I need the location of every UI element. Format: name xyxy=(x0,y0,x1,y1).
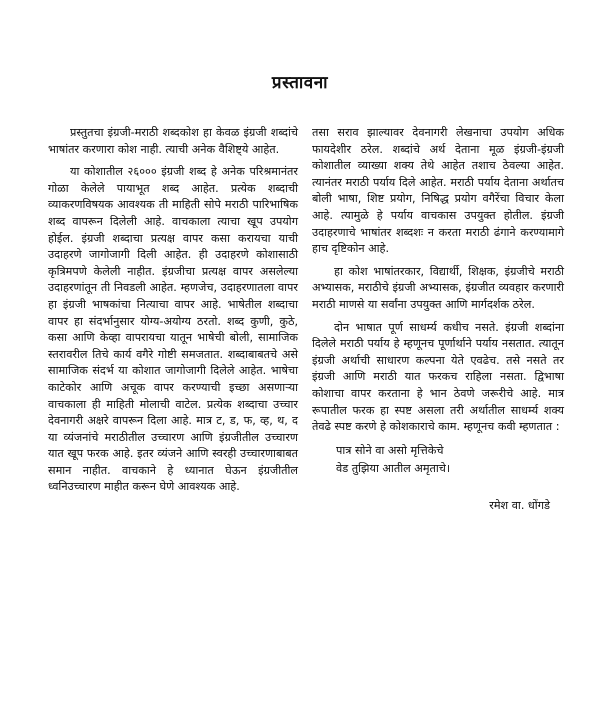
author-signature: रमेश वा. धोंगडे xyxy=(489,498,550,512)
verse xyxy=(336,442,564,478)
verse-line: पात्र सोने वा असो मृत्तिकेचे xyxy=(336,443,444,457)
verse-line: वेड तुझिया आतील अमृताचे। xyxy=(336,461,451,475)
paragraph: या कोशातील २६००० इंग्रजी शब्द हे अनेक परिश्रमानंतर गोळा केलेले पायाभूत शब्द आहेत. प्रत्येक शब्दाची व्याकरणविषयक आवश्यक ती माहिती सोपे मराठी पारिभाषिक शब्द वापरून दिलेली आहे. वाचकाला त्याचा खूप उपयोग होईल. इंग्रजी शब्दाचा प्रत्यक्ष वापर कसा करायचा याची उदाहरणे जागोजागी दिली आहेत. ही उदाहरणे कोशासाठी कृत्रिमपणे केलेली नाहीत. इंग्रजीचा प्रत्यक्ष वापर असलेल्या उदाहरणांतून ती निवडली आहेत. म्हणजेच, उदाहरणातला वापर हा इंग्रजी भाषकांचा नित्याचा वापर आहे. भाषेतील शब्दाचा वापर हा संदर्भानुसार योग्य-अयोग्य ठरतो. शब्द कुणी, कुठे, कसा आणि केव्हा वापरायचा यातून भाषेची बोली, सामाजिक स्तरावरील तिचे कार्य वगैरे गोष्टी समजतात. शब्दाबाबतचे असे सामाजिक संदर्भ या कोशात जागोजागी दिलेले आहेत. भाषेचा काटेकोर आणि अचूक वापर करण्याची इच्छा असणाऱ्या वाचकाला ही माहिती मोलाची वाटेल. प्रत्येक शब्दाचा उच्चार देवनागरी अक्षरे वापरून दिला आहे. मात्र ट, ड, फ, व्ह, थ, द या व्यंजनांचे मराठीतील उच्चारण आणि इंग्रजीतील उच्चारण यात खूप फरक आहे. इतर व्यंजने आणि स्वरही उच्चारणाबाबत समान नाहीत. वाचकाने हे ध्यानात घेऊन इंग्रजीतील ध्वनिउच्चारण माहीत करून घेणे आवश्यक आहे. xyxy=(48,165,298,494)
page-title: प्रस्तावना xyxy=(271,73,329,93)
paragraph: तसा सराव झाल्यावर देवनागरी लेखनाचा उपयोग अधिक फायदेशीर ठरेल. शब्दांचे अर्थ देताना मूळ इंग्रजी-इंग्रजी कोशातील व्याख्या शक्य तेथे आहेत तशाच ठेवल्या आहेत. त्यानंतर मराठी पर्याय दिले आहेत. मराठी पर्याय देताना अर्थातच बोली भाषा, शिष्ट प्रयोग, निषिद्ध प्रयोग वगैरेंचा विचार केला आहे. त्यामुळे हे पर्याय वाचकास उपयुक्त होतील. इंग्रजी उदाहरणाचे भाषांतर शब्दशः न करता मराठी ढंगाने करण्यामागे हाच दृष्टिकोन आहे. xyxy=(312,126,564,256)
left-column xyxy=(48,125,298,502)
right-column xyxy=(312,125,564,514)
paragraph: प्रस्तुतचा इंग्रजी-मराठी शब्दकोश हा केवळ इंग्रजी शब्दांचे भाषांतर करणारा कोश नाही. त्याची अनेक वैशिष्ट्ये आहेत. xyxy=(48,126,298,156)
paragraph: दोन भाषात पूर्ण साधर्म्य कधीच नसते. इंग्रजी शब्दांना दिलेले मराठी पर्याय हे म्हणूनच पूर्णार्थाने पर्याय नसतात. त्यातून इंग्रजी अर्थाची साधारण कल्पना येते एवढेच. तसे नसते तर इंग्रजी आणि मराठी यात फरकच राहिला नसता. द्विभाषा कोशाचा वापर करताना हे भान ठेवणे जरूरीचे आहे. मात्र रूपातील फरक हा स्पष्ट असला तरी अर्थातील साधर्म्य शक्य तेवढे स्पष्ट करणे हे कोशकाराचे काम. म्हणूनच कवी म्हणतात : xyxy=(312,320,564,434)
paragraph: हा कोश भाषांतरकार, विद्यार्थी, शिक्षक, इंग्रजीचे मराठी अभ्यासक, मराठीचे इंग्रजी अभ्यासक, इंग्रजीत व्यवहार करणारी मराठी माणसे या सर्वांना उपयुक्त आणि मार्गदर्शक ठरेल. xyxy=(312,264,564,311)
